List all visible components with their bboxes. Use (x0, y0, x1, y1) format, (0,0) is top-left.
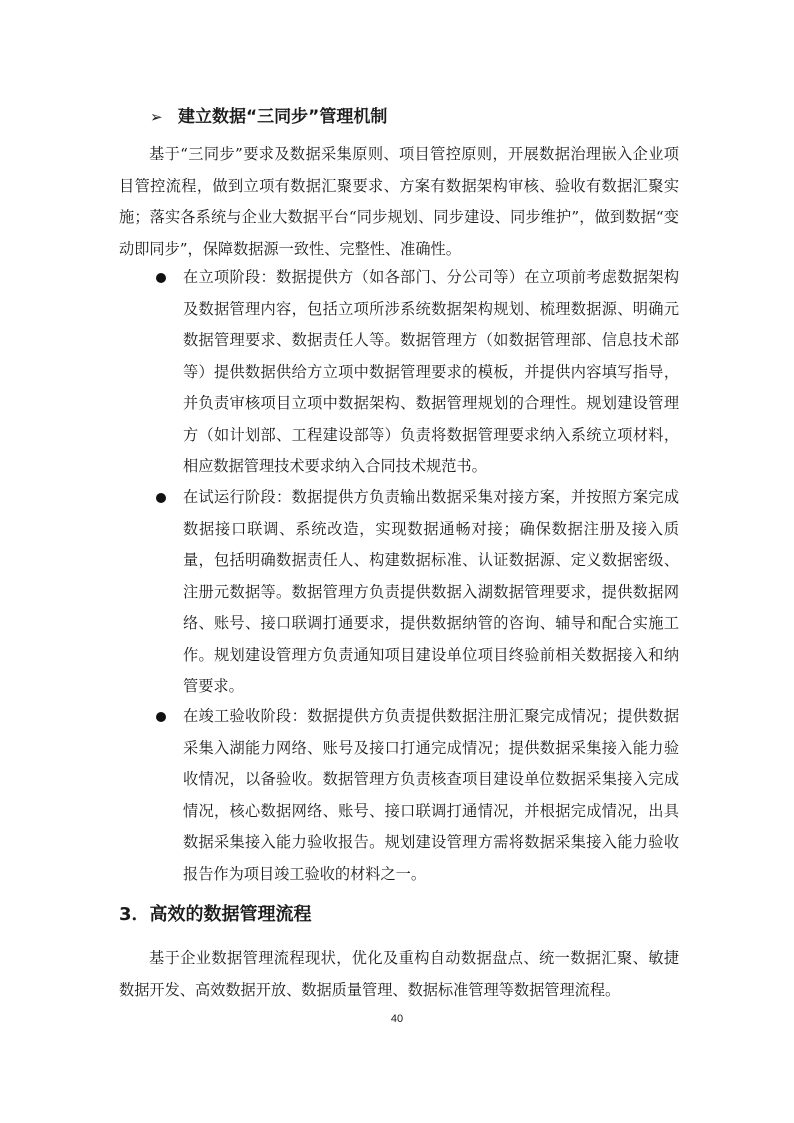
bullet-text: 在试运行阶段：数据提供方负责输出数据采集对接方案，并按照方案完成数据接口联调、系统改造，实现数据通畅对接；确保数据注册及接入质量，包括明确数据责任人、构建数据标准、认证数据源、定义数据密级、注册元数据等。数据管理方负责提供数据入湖数据管理要求，提供数据网络、账号、接口联调打通要求，提供数据纳管的咨询、辅导和配合实施工作。规划建设管理方负责通知项目建设单位项目终验前相关数据接入和纳管要求。 (183, 488, 679, 695)
arrow-bullet-icon: ➢ (150, 108, 163, 126)
bullet-text: 在竣工验收阶段：数据提供方负责提供数据注册汇聚完成情况；提供数据采集入湖能力网络、账号及接口打通完成情况；提供数据采集接入能力验收情况，以备验收。数据管理方负责核查项目建设单位数据采集接入完成情况，核心数据网络、账号、接口联调打通情况，并根据完成情况，出具数据采集接入能力验收报告。规划建设管理方需将数据采集接入能力验收报告作为项目竣工验收的材料之一。 (183, 707, 679, 883)
bullet-item-trial-run (183, 482, 679, 703)
bullet-item-initiation (183, 262, 679, 483)
sub-heading-text: 建立数据“三同步”管理机制 (178, 107, 388, 127)
intro-paragraph: 基于“三同步”要求及数据采集原则、项目管控原则，开展数据治理嵌入企业项目管控流程，做到立项有数据汇聚要求、方案有数据架构审核、验收有数据汇聚实施；落实各系统与企业大数据平台“同步规划、同步建设、同步维护”，做到数据“变动即同步”，保障数据源一致性、完整性、准确性。 (119, 145, 679, 258)
bullet-dot-icon (156, 493, 166, 503)
bullet-item-completion (183, 701, 679, 890)
section-heading: 3．高效的数据管理流程 (119, 904, 312, 925)
bullet-dot-icon (156, 273, 166, 283)
outro-paragraph: 基于企业数据管理流程现状，优化及重构自动数据盘点、统一数据汇聚、敏捷数据开发、高效数据开放、数据质量管理、数据标准管理等数据管理流程。 (119, 949, 679, 999)
sub-heading (150, 103, 690, 131)
page-number: 40 (390, 1013, 404, 1025)
bullet-text: 在立项阶段：数据提供方（如各部门、分公司等）在立项前考虑数据架构及数据管理内容，包括立项所涉系统数据架构规划、梳理数据源、明确元数据管理要求、数据责任人等。数据管理方（如数据管理部、信息技术部等）提供数据供给方立项中数据管理要求的模板，并提供内容填写指导，并负责审核项目立项中数据架构、数据管理规划的合理性。规划建设管理方（如计划部、工程建设部等）负责将数据管理要求纳入系统立项材料，相应数据管理技术要求纳入合同技术规范书。 (183, 268, 679, 475)
bullet-dot-icon (156, 712, 166, 722)
